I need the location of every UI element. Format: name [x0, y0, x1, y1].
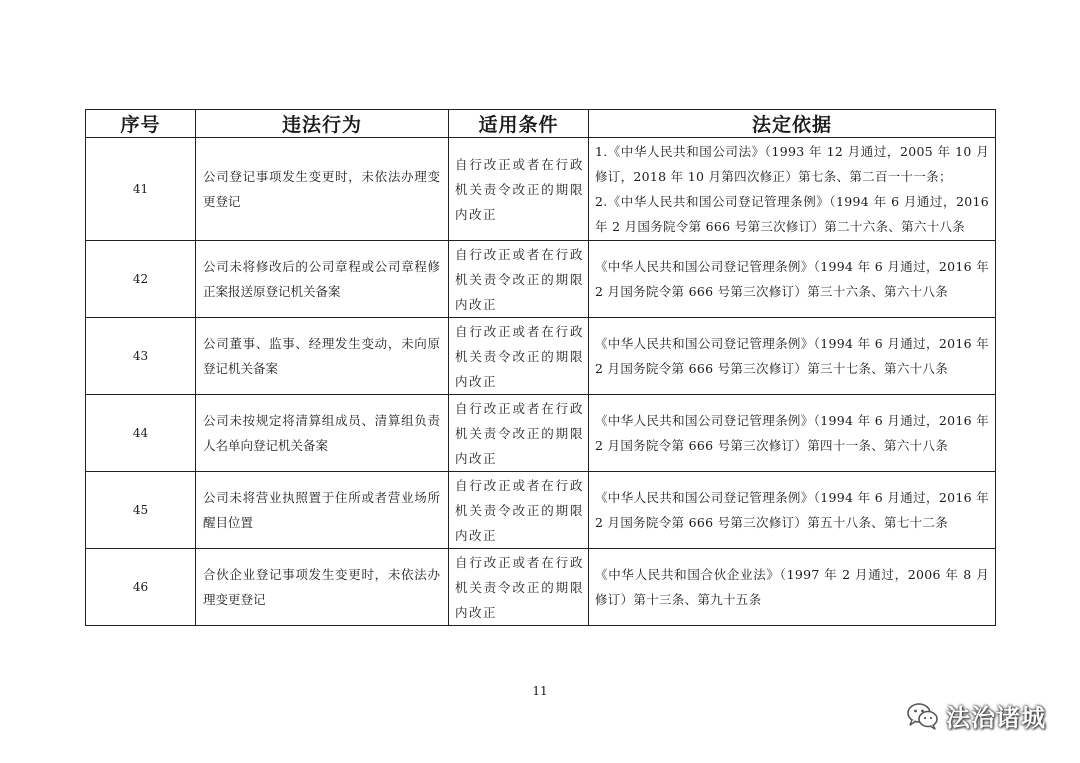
table-row	[86, 395, 996, 472]
watermark	[906, 698, 1046, 733]
table-row	[86, 241, 996, 318]
legal-basis-line: 《中华人民共和国合伙企业法》（1997 年 2 月通过，2006 年 8 月修订）第十三条、第九十五条	[595, 567, 989, 607]
row-violation: 公司董事、监事、经理发生变动，未向原登记机关备案	[196, 318, 449, 395]
row-condition: 自行改正或者在行政机关责令改正的期限内改正	[449, 395, 589, 472]
row-violation: 合伙企业登记事项发生变更时，未依法办理变更登记	[196, 549, 449, 626]
row-violation: 公司未将修改后的公司章程或公司章程修正案报送原登记机关备案	[196, 241, 449, 318]
legal-basis-line: 《中华人民共和国公司登记管理条例》（1994 年 6 月通过，2016 年 2 月国务院令第 666 号第三次修订）第五十八条、第七十二条	[595, 490, 989, 530]
row-violation: 公司登记事项发生变更时，未依法办理变更登记	[196, 138, 449, 241]
table-row	[86, 549, 996, 626]
row-condition: 自行改正或者在行政机关责令改正的期限内改正	[449, 318, 589, 395]
row-violation: 公司未按规定将清算组成员、清算组负责人名单向登记机关备案	[196, 395, 449, 472]
page-number: 11	[532, 684, 548, 698]
row-number: 43	[86, 318, 196, 395]
row-condition: 自行改正或者在行政机关责令改正的期限内改正	[449, 138, 589, 241]
table-row	[86, 138, 996, 241]
legal-basis-line: 2.《中华人民共和国公司登记管理条例》（1994 年 6 月通过，2016 年 2 月国务院令第 666 号第三次修订）第二十六条、第六十八条	[595, 194, 989, 234]
row-number: 45	[86, 472, 196, 549]
row-number: 42	[86, 241, 196, 318]
row-legal-basis	[589, 395, 996, 472]
header-condition: 适用条件	[449, 110, 589, 138]
row-legal-basis	[589, 318, 996, 395]
row-condition: 自行改正或者在行政机关责令改正的期限内改正	[449, 549, 589, 626]
header-violation: 违法行为	[196, 110, 449, 138]
row-condition: 自行改正或者在行政机关责令改正的期限内改正	[449, 241, 589, 318]
row-legal-basis	[589, 241, 996, 318]
header-legal-basis: 法定依据	[589, 110, 996, 138]
legal-basis-line: 《中华人民共和国公司登记管理条例》（1994 年 6 月通过，2016 年 2 月国务院令第 666 号第三次修订）第四十一条、第六十八条	[595, 413, 989, 453]
watermark-text: 法治诸城	[946, 704, 1046, 732]
table-row	[86, 472, 996, 549]
table-header-row	[86, 110, 996, 138]
legal-basis-line: 《中华人民共和国公司登记管理条例》（1994 年 6 月通过，2016 年 2 月国务院令第 666 号第三次修订）第三十七条、第六十八条	[595, 336, 989, 376]
wechat-icon	[906, 701, 940, 731]
legal-basis-line: 1.《中华人民共和国公司法》（1993 年 12 月通过，2005 年 10 月修订，2018 年 10 月第四次修正）第七条、第二百一十一条；	[595, 144, 989, 184]
legal-basis-line: 《中华人民共和国公司登记管理条例》（1994 年 6 月通过，2016 年 2 月国务院令第 666 号第三次修订）第三十六条、第六十八条	[595, 259, 989, 299]
table-row	[86, 318, 996, 395]
header-number: 序号	[86, 110, 196, 138]
row-number: 46	[86, 549, 196, 626]
violations-table	[85, 109, 996, 626]
row-legal-basis	[589, 138, 996, 241]
row-number: 41	[86, 138, 196, 241]
row-violation: 公司未将营业执照置于住所或者营业场所醒目位置	[196, 472, 449, 549]
row-condition: 自行改正或者在行政机关责令改正的期限内改正	[449, 472, 589, 549]
row-legal-basis	[589, 472, 996, 549]
row-number: 44	[86, 395, 196, 472]
row-legal-basis	[589, 549, 996, 626]
